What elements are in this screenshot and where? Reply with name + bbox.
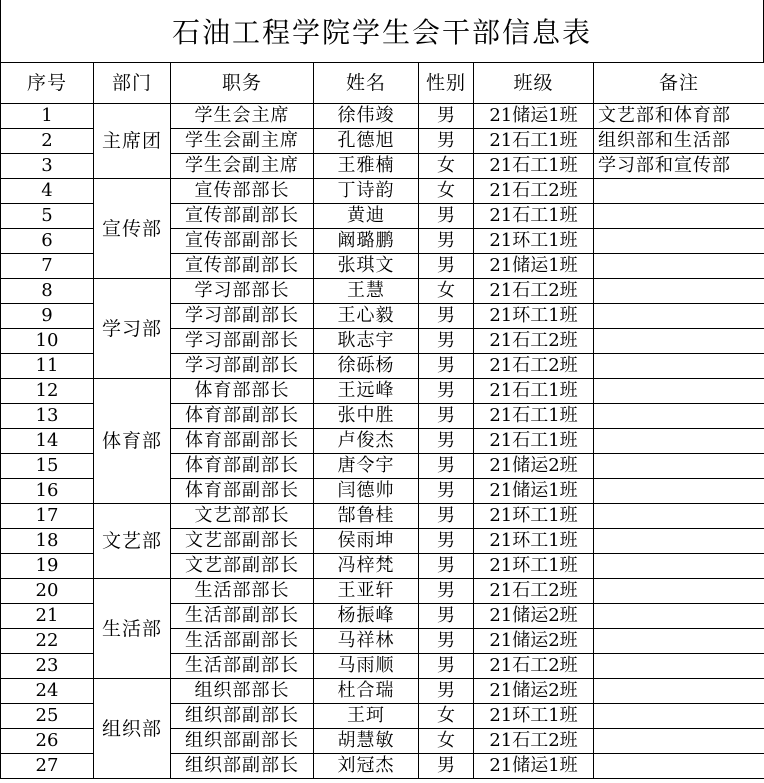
cell-name: 侯雨坤 — [314, 529, 419, 554]
cell-name: 杨振峰 — [314, 604, 419, 629]
cell-class: 21石工1班 — [474, 429, 594, 454]
cell-name: 张琪文 — [314, 254, 419, 279]
cell-name: 闫德帅 — [314, 479, 419, 504]
cell-role: 生活部副部长 — [171, 629, 314, 654]
cell-role: 体育部副部长 — [171, 429, 314, 454]
cell-note — [594, 329, 764, 354]
cell-no: 19 — [1, 554, 94, 579]
table-row — [1, 579, 764, 604]
cell-class: 21石工1班 — [474, 154, 594, 179]
cell-role: 文艺部副部长 — [171, 529, 314, 554]
cell-role: 学生会副主席 — [171, 129, 314, 154]
cell-role: 体育部副部长 — [171, 404, 314, 429]
cell-gender: 男 — [419, 129, 474, 154]
cell-dept: 主席团 — [94, 104, 171, 179]
cell-class: 21石工2班 — [474, 354, 594, 379]
cell-no: 1 — [1, 104, 94, 129]
cell-gender: 男 — [419, 354, 474, 379]
cell-no: 12 — [1, 379, 94, 404]
header-note: 备注 — [594, 63, 764, 104]
cell-name: 王远峰 — [314, 379, 419, 404]
cell-dept: 学习部 — [94, 279, 171, 379]
cell-no: 22 — [1, 629, 94, 654]
cell-no: 8 — [1, 279, 94, 304]
cell-class: 21石工2班 — [474, 279, 594, 304]
cell-gender: 女 — [419, 179, 474, 204]
cell-gender: 男 — [419, 579, 474, 604]
cell-role: 体育部部长 — [171, 379, 314, 404]
cell-no: 16 — [1, 479, 94, 504]
cell-name: 王慧 — [314, 279, 419, 304]
table-row — [1, 104, 764, 129]
cell-gender: 男 — [419, 654, 474, 679]
cell-role: 组织部副部长 — [171, 704, 314, 729]
cell-role: 生活部副部长 — [171, 654, 314, 679]
cell-note — [594, 254, 764, 279]
header-no: 序号 — [1, 63, 94, 104]
cell-name: 郜鲁桂 — [314, 504, 419, 529]
cell-dept: 宣传部 — [94, 179, 171, 279]
cell-name: 阚璐鹏 — [314, 229, 419, 254]
cell-gender: 男 — [419, 629, 474, 654]
cell-class: 21环工1班 — [474, 504, 594, 529]
cell-note — [594, 754, 764, 779]
table-title: 石油工程学院学生会干部信息表 — [0, 0, 764, 62]
cell-gender: 男 — [419, 254, 474, 279]
cell-no: 25 — [1, 704, 94, 729]
cell-class: 21石工2班 — [474, 654, 594, 679]
cell-gender: 男 — [419, 679, 474, 704]
cell-gender: 男 — [419, 554, 474, 579]
cell-role: 体育部副部长 — [171, 454, 314, 479]
cell-note — [594, 404, 764, 429]
cell-note — [594, 554, 764, 579]
cell-name: 马祥林 — [314, 629, 419, 654]
cell-no: 3 — [1, 154, 94, 179]
header-role: 职务 — [171, 63, 314, 104]
cell-name: 耿志宇 — [314, 329, 419, 354]
cell-role: 宣传部部长 — [171, 179, 314, 204]
table-row — [1, 279, 764, 304]
cell-class: 21石工1班 — [474, 379, 594, 404]
cell-gender: 男 — [419, 504, 474, 529]
cell-no: 18 — [1, 529, 94, 554]
cell-note — [594, 229, 764, 254]
cell-class: 21石工2班 — [474, 329, 594, 354]
cell-note — [594, 704, 764, 729]
header-dept: 部门 — [94, 63, 171, 104]
cell-note: 学习部和宣传部 — [594, 154, 764, 179]
header-gender: 性别 — [419, 63, 474, 104]
cell-no: 21 — [1, 604, 94, 629]
cell-no: 27 — [1, 754, 94, 779]
cell-note — [594, 479, 764, 504]
table-row — [1, 504, 764, 529]
cell-no: 15 — [1, 454, 94, 479]
cell-name: 刘冠杰 — [314, 754, 419, 779]
cell-note — [594, 304, 764, 329]
cell-class: 21储运2班 — [474, 604, 594, 629]
cell-note — [594, 179, 764, 204]
table-row — [1, 679, 764, 704]
cell-dept: 组织部 — [94, 679, 171, 779]
cell-gender: 男 — [419, 479, 474, 504]
cell-class: 21储运2班 — [474, 454, 594, 479]
cell-role: 学习部副部长 — [171, 354, 314, 379]
cell-name: 黄迪 — [314, 204, 419, 229]
cell-class: 21石工1班 — [474, 404, 594, 429]
cell-dept: 生活部 — [94, 579, 171, 679]
cell-note — [594, 279, 764, 304]
header-row — [1, 63, 764, 104]
cell-gender: 男 — [419, 329, 474, 354]
cell-gender: 男 — [419, 754, 474, 779]
cell-no: 11 — [1, 354, 94, 379]
cell-dept: 文艺部 — [94, 504, 171, 579]
cell-class: 21石工2班 — [474, 729, 594, 754]
cell-role: 宣传部副部长 — [171, 229, 314, 254]
cell-note — [594, 679, 764, 704]
cell-role: 体育部副部长 — [171, 479, 314, 504]
cell-no: 5 — [1, 204, 94, 229]
cell-role: 学习部副部长 — [171, 329, 314, 354]
cell-name: 丁诗韵 — [314, 179, 419, 204]
cell-note — [594, 379, 764, 404]
cell-note — [594, 354, 764, 379]
cell-no: 4 — [1, 179, 94, 204]
cell-role: 组织部副部长 — [171, 729, 314, 754]
cell-class: 21储运2班 — [474, 629, 594, 654]
cell-note — [594, 579, 764, 604]
cell-class: 21环工1班 — [474, 704, 594, 729]
cell-no: 23 — [1, 654, 94, 679]
cell-role: 文艺部部长 — [171, 504, 314, 529]
cell-note — [594, 654, 764, 679]
cell-name: 杜合瑞 — [314, 679, 419, 704]
cell-class: 21石工2班 — [474, 179, 594, 204]
cell-name: 王亚轩 — [314, 579, 419, 604]
cell-class: 21环工1班 — [474, 229, 594, 254]
cell-gender: 男 — [419, 204, 474, 229]
cell-name: 唐令宇 — [314, 454, 419, 479]
cell-gender: 女 — [419, 279, 474, 304]
cell-role: 学习部部长 — [171, 279, 314, 304]
cell-gender: 男 — [419, 229, 474, 254]
cell-class: 21环工1班 — [474, 304, 594, 329]
cell-class: 21储运1班 — [474, 754, 594, 779]
cell-class: 21环工1班 — [474, 529, 594, 554]
cell-note — [594, 604, 764, 629]
header-class: 班级 — [474, 63, 594, 104]
cell-no: 6 — [1, 229, 94, 254]
cell-name: 孔德旭 — [314, 129, 419, 154]
cell-note — [594, 629, 764, 654]
cell-class: 21储运1班 — [474, 254, 594, 279]
cell-role: 宣传部副部长 — [171, 254, 314, 279]
cell-class: 21石工2班 — [474, 579, 594, 604]
cell-note — [594, 504, 764, 529]
cell-note — [594, 204, 764, 229]
cell-name: 卢俊杰 — [314, 429, 419, 454]
cell-name: 王心毅 — [314, 304, 419, 329]
cell-gender: 男 — [419, 404, 474, 429]
cell-no: 14 — [1, 429, 94, 454]
cell-no: 24 — [1, 679, 94, 704]
cell-gender: 女 — [419, 729, 474, 754]
cell-note: 文艺部和体育部 — [594, 104, 764, 129]
cell-role: 学生会副主席 — [171, 154, 314, 179]
cell-gender: 男 — [419, 379, 474, 404]
cell-no: 13 — [1, 404, 94, 429]
cell-gender: 男 — [419, 604, 474, 629]
cell-gender: 女 — [419, 704, 474, 729]
cell-note — [594, 429, 764, 454]
cell-no: 17 — [1, 504, 94, 529]
cell-name: 胡慧敏 — [314, 729, 419, 754]
cell-note — [594, 529, 764, 554]
cell-class: 21储运1班 — [474, 104, 594, 129]
cell-class: 21石工1班 — [474, 129, 594, 154]
cell-note: 组织部和生活部 — [594, 129, 764, 154]
cell-role: 组织部部长 — [171, 679, 314, 704]
cell-class: 21储运1班 — [474, 479, 594, 504]
cell-role: 宣传部副部长 — [171, 204, 314, 229]
table-row — [1, 179, 764, 204]
cell-name: 王珂 — [314, 704, 419, 729]
cell-name: 徐伟竣 — [314, 104, 419, 129]
cell-role: 学习部副部长 — [171, 304, 314, 329]
cell-class: 21石工1班 — [474, 204, 594, 229]
cell-no: 20 — [1, 579, 94, 604]
cell-no: 7 — [1, 254, 94, 279]
cell-name: 马雨顺 — [314, 654, 419, 679]
cell-no: 10 — [1, 329, 94, 354]
cell-gender: 男 — [419, 304, 474, 329]
cell-role: 文艺部副部长 — [171, 554, 314, 579]
cell-no: 2 — [1, 129, 94, 154]
cell-name: 张中胜 — [314, 404, 419, 429]
cell-dept: 体育部 — [94, 379, 171, 504]
cell-role: 生活部部长 — [171, 579, 314, 604]
cell-role: 生活部副部长 — [171, 604, 314, 629]
cell-note — [594, 454, 764, 479]
cell-class: 21储运2班 — [474, 679, 594, 704]
cell-gender: 男 — [419, 429, 474, 454]
cell-gender: 男 — [419, 529, 474, 554]
cell-class: 21环工1班 — [474, 554, 594, 579]
cell-name: 徐砾杨 — [314, 354, 419, 379]
cell-note — [594, 729, 764, 754]
table-row — [1, 379, 764, 404]
cell-role: 学生会主席 — [171, 104, 314, 129]
cell-no: 9 — [1, 304, 94, 329]
cell-gender: 女 — [419, 154, 474, 179]
cell-role: 组织部副部长 — [171, 754, 314, 779]
cell-name: 冯梓梵 — [314, 554, 419, 579]
header-name: 姓名 — [314, 63, 419, 104]
cell-name: 王雅楠 — [314, 154, 419, 179]
cell-gender: 男 — [419, 104, 474, 129]
cell-no: 26 — [1, 729, 94, 754]
cadre-table — [0, 62, 764, 779]
cell-gender: 男 — [419, 454, 474, 479]
